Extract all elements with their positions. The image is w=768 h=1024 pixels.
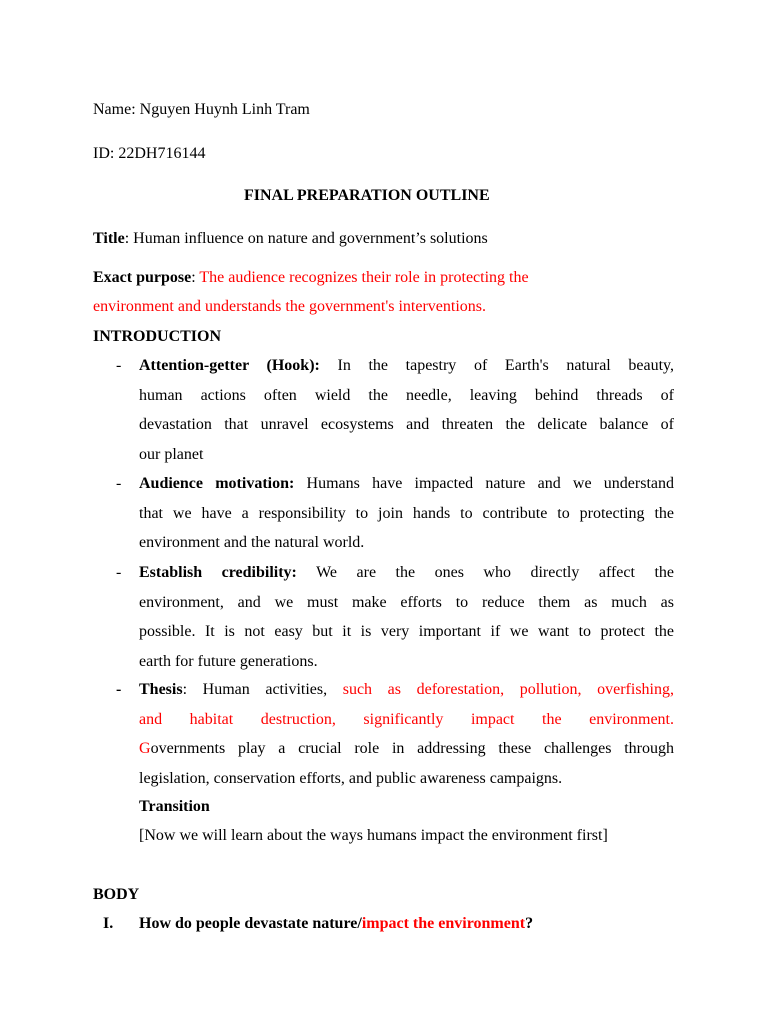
title-text: : Human influence on nature and government’s solutions: [124, 230, 488, 247]
motivation-label: Audience motivation:: [139, 475, 295, 492]
credibility-row: possible. It is not easy but it is very important if we want to protect the: [139, 623, 674, 640]
hook-paragraph: [139, 351, 674, 469]
thesis-row: legislation, conservation efforts, and public awareness campaigns.: [139, 769, 563, 787]
purpose-label: Exact purpose: [93, 269, 192, 286]
name-line: Name: Nguyen Huynh Linh Tram: [93, 101, 310, 118]
transition-label: Transition: [139, 798, 210, 815]
hook-row: Attention-getter (Hook): In the tapestry of Earth's natural beauty,: [139, 357, 674, 374]
motivation-paragraph: [139, 469, 674, 558]
credibility-row: environment, and we must make efforts to reduce them as much as: [139, 593, 674, 611]
purpose-line-1: [93, 269, 529, 287]
credibility-row: Establish credibility: We are the ones who directly affect the: [139, 564, 675, 581]
credibility-label: Establish credibility:: [139, 564, 297, 581]
body-heading: BODY: [93, 886, 140, 903]
motivation-row: Audience motivation: Humans have impacted nature and we understand: [139, 475, 674, 492]
document-heading: FINAL PREPARATION OUTLINE: [244, 187, 490, 204]
introduction-heading: INTRODUCTION: [93, 328, 222, 345]
credibility-row: earth for future generations.: [139, 652, 318, 670]
hook-row: our planet: [139, 445, 204, 463]
thesis-label: Thesis: [139, 681, 183, 698]
bullet-dash: -: [116, 475, 122, 492]
motivation-row: that we have a responsibility to join hands to contribute to protecting the: [139, 504, 674, 522]
title-line: [93, 230, 488, 248]
hook-row: human actions often wield the needle, leaving behind threads of: [139, 386, 674, 404]
transition-text: [Now we will learn about the ways humans impact the environment first]: [139, 827, 608, 844]
bullet-dash: -: [116, 357, 122, 374]
body-item-number: I.: [103, 915, 114, 932]
purpose-text-1: The audience recognizes their role in protecting the: [199, 269, 529, 286]
body-item-1: How do people devastate nature/impact the environment?: [139, 915, 534, 932]
thesis-row: and habitat destruction, significantly impact the environment.: [139, 710, 674, 728]
id-line: ID: 22DH716144: [93, 145, 206, 162]
title-label: Title: [93, 230, 125, 247]
purpose-colon: :: [191, 269, 200, 286]
credibility-paragraph: [139, 558, 674, 676]
bullet-dash: -: [116, 681, 122, 698]
motivation-row: environment and the natural world.: [139, 534, 365, 551]
purpose-line-2: environment and understands the government's interventions.: [93, 298, 487, 315]
bullet-dash: -: [116, 564, 122, 581]
hook-row: devastation that unravel ecosystems and threaten the delicate balance of: [139, 416, 674, 433]
thesis-paragraph: [139, 675, 674, 793]
thesis-row: Governments play a crucial role in addressing these challenges through: [139, 740, 674, 757]
thesis-row: Thesis: Human activities, such as deforestation, pollution, overfishing,: [139, 681, 674, 698]
hook-label: Attention-getter (Hook):: [139, 357, 320, 374]
